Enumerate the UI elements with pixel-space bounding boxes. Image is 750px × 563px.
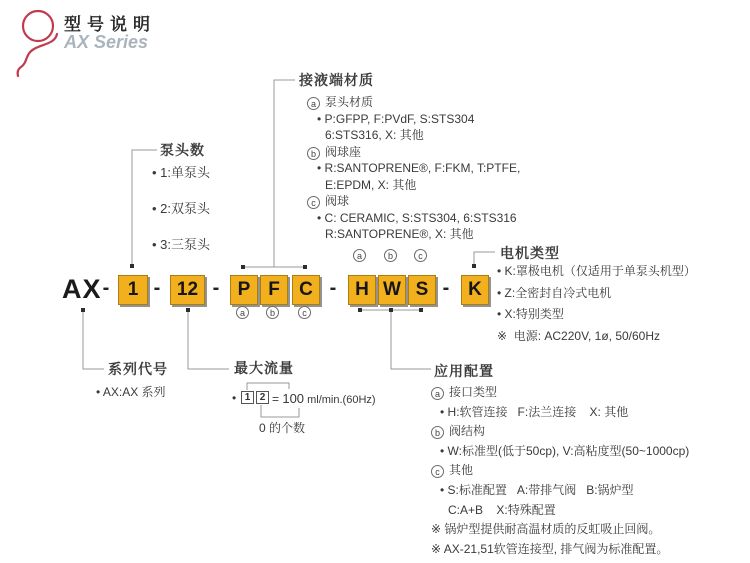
code-dash: - (102, 277, 110, 299)
motor-type-list (497, 261, 747, 347)
circled-c-marker: c (307, 196, 320, 209)
list-item: • C: CERAMIC, S:STS304, 6:STS316 (317, 210, 517, 225)
circled-b-marker: b (384, 249, 397, 262)
motor-type-title: 电机类型 (500, 245, 560, 261)
circled-c-marker: c (414, 249, 427, 262)
list-item: • 2:双泵头 (152, 201, 211, 216)
code-prefix: AX (62, 274, 102, 304)
list-item: E:EPDM, X: 其他 (325, 177, 417, 192)
code-box-head-material: P (230, 275, 258, 305)
group-header: b 阀结构 (431, 422, 741, 442)
wetted-material-title: 接液端材质 (299, 72, 374, 88)
footnote: ※ AX-21,51软管连接型, 排气阀为标准配置。 (431, 541, 669, 556)
max-flow-title: 最大流量 (234, 360, 294, 376)
group-header: c 其他 (431, 461, 741, 481)
flow-digit-1-box: 1 (241, 391, 254, 404)
group-header: b 阀球座 (307, 144, 527, 161)
list-item: • Z:全密封自冷式电机 (497, 285, 612, 300)
circled-a-marker: a (431, 387, 444, 400)
code-dash: - (153, 277, 161, 299)
list-item: 6:STS316, X: 其他 (325, 128, 424, 142)
code-dash: - (212, 277, 220, 299)
series-code-item: • AX:AX 系列 (96, 385, 166, 399)
code-box-valve-structure: W (378, 275, 406, 305)
app-config-title: 应用配置 (434, 363, 494, 379)
group-header: a 接口类型 (431, 383, 741, 403)
code-box-ball-material: C (292, 275, 320, 305)
list-item: • W:标准型(低于50cp), V:高粘度型(50~1000cp) (440, 443, 690, 458)
list-item: • S:标准配置 A:带排气阀 B:锅炉型 (440, 482, 634, 497)
series-code-title: 系列代号 (108, 361, 168, 377)
wetted-material-list (297, 94, 527, 243)
group-header: a 泵头材质 (307, 94, 527, 111)
circled-a-marker: a (353, 249, 366, 262)
circled-b-marker: b (431, 426, 444, 439)
code-box-pump-heads: 1 (118, 275, 148, 305)
code-box-flow: 12 (170, 275, 205, 305)
group-header: c 阀球 (307, 193, 527, 210)
list-item: • 1:单泵头 (152, 165, 211, 180)
list-item: • R:SANTOPRENE®, F:FKM, T:PTFE, (317, 161, 521, 175)
code-dash: - (442, 277, 450, 299)
list-item: R:SANTOPRENE®, X: 其他 (325, 227, 474, 241)
list-item: C:A+B X:特殊配置 (448, 502, 556, 517)
bullet: • (232, 391, 237, 405)
flow-digit-2-box: 2 (256, 391, 269, 404)
list-item: • X:特别类型 (497, 307, 564, 321)
pump-heads-title: 泵头数 (160, 142, 205, 158)
power-note: ※ 电源: AC220V, 1ø, 50/60Hz (497, 328, 661, 343)
list-item: • P:GFPP, F:PVdF, S:STS304 (317, 111, 475, 126)
circled-c-marker: c (431, 465, 444, 478)
circled-b-marker: b (307, 147, 320, 160)
code-box-seat-material: F (260, 275, 288, 305)
code-dash: - (329, 277, 337, 299)
app-config-list (431, 383, 741, 559)
list-item: • K:罩极电机（仅适用于单泵头机型） (497, 264, 696, 278)
page-title: 型号说明 (64, 15, 156, 34)
code-box-port-type: H (348, 275, 376, 305)
circled-c-marker: c (298, 306, 311, 319)
series-subtitle: AX Series (64, 32, 149, 52)
list-item: • H:软管连接 F:法兰连接 X: 其他 (440, 404, 629, 419)
circled-a-marker: a (307, 97, 320, 110)
circled-b-marker: b (266, 306, 279, 319)
code-box-other-config: S (408, 275, 436, 305)
circled-a-marker: a (236, 306, 249, 319)
list-item: • 3:三泵头 (152, 237, 211, 252)
pump-heads-list (152, 162, 210, 270)
code-box-motor: K (461, 275, 489, 305)
flow-formula: = 100 ml/min.(60Hz) (272, 391, 376, 406)
footnote: ※ 锅炉型提供耐高温材质的反虹吸止回阀。 (431, 522, 661, 537)
zero-count-label: 0 的个数 (259, 421, 306, 435)
